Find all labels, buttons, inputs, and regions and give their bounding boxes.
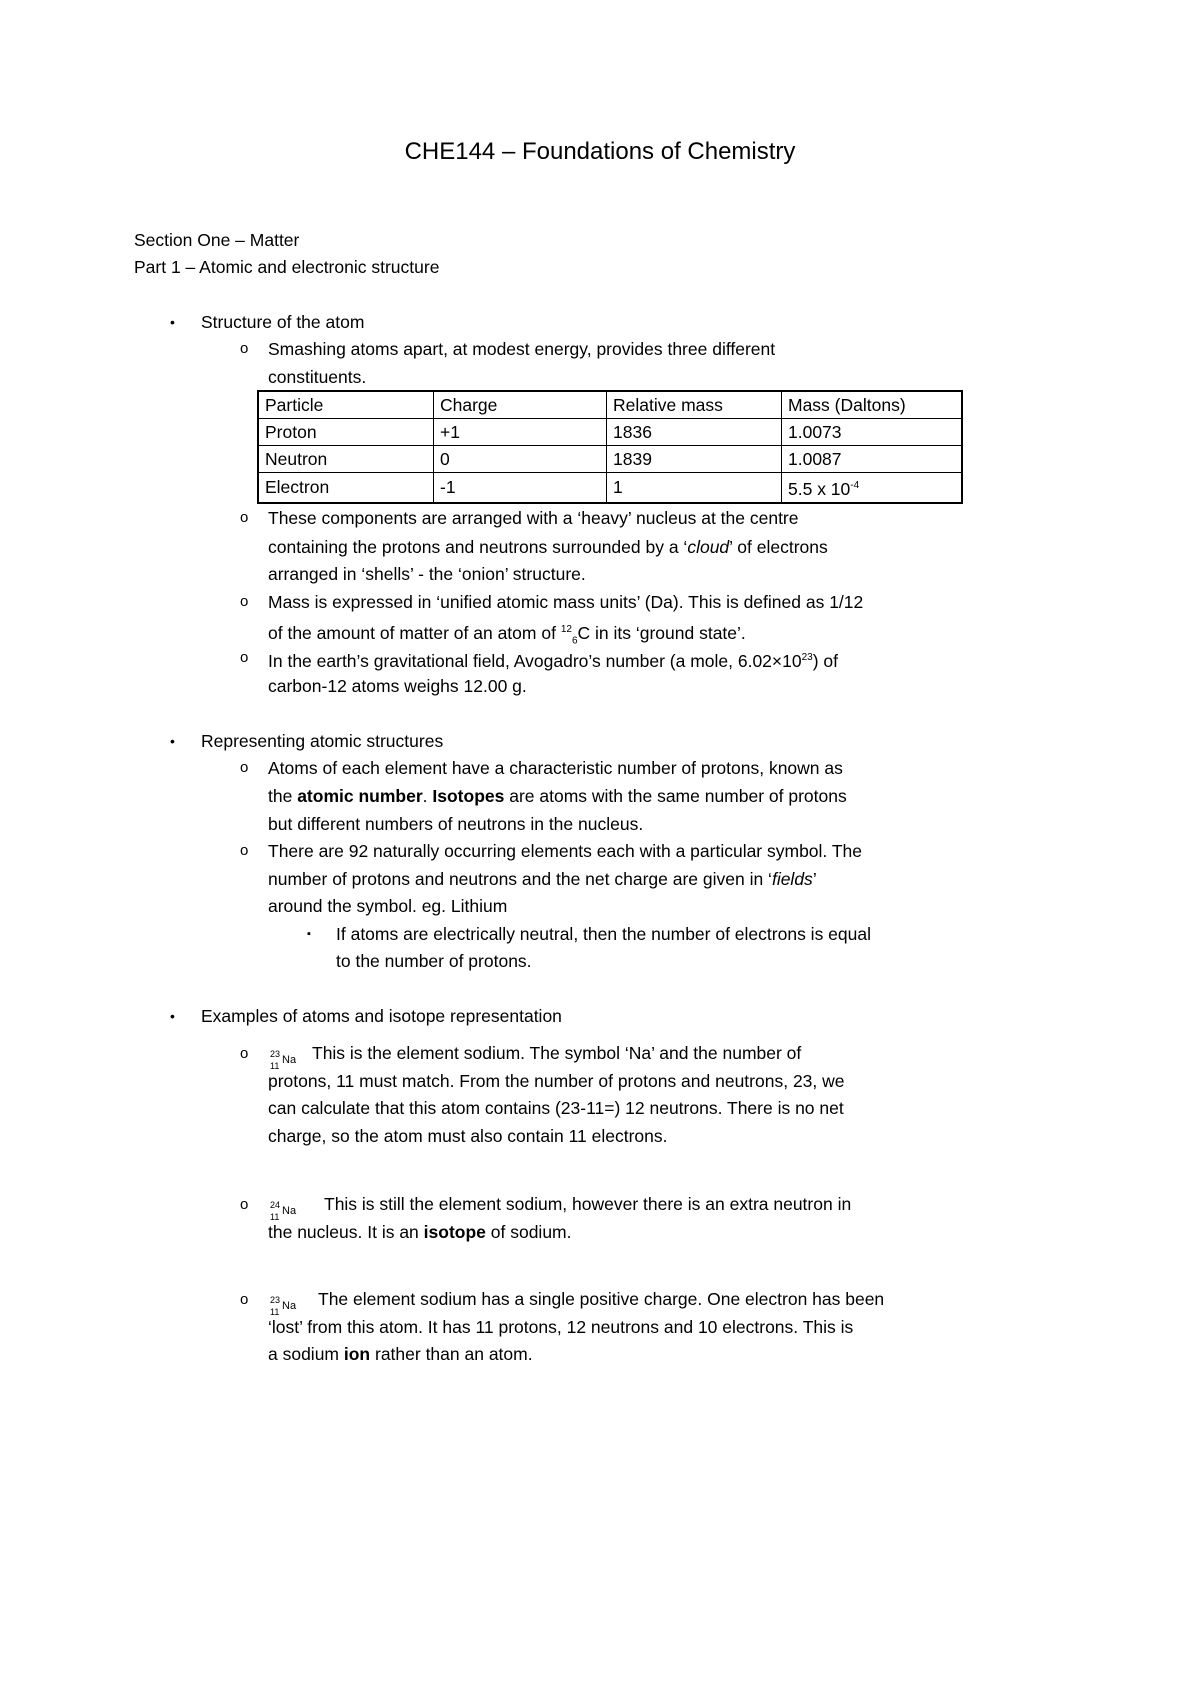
bullet-icon: • [170, 1008, 175, 1024]
text-line: There are 92 naturally occurring elements each with a particular symbol. The [268, 841, 862, 861]
text-line: charge, so the atom must also contain 11 electrons. [268, 1126, 668, 1146]
table-cell: -1 [434, 473, 607, 503]
atomic-number: 6 [571, 635, 578, 647]
table-header-row [258, 391, 962, 419]
text-line: These components are arranged with a ‘heavy’ nucleus at the centre [268, 508, 799, 528]
table-cell: Electron [258, 473, 434, 503]
text: C in its ‘ground state’. [577, 622, 746, 643]
element-symbol: Na [282, 1054, 297, 1067]
text: rather than an atom. [370, 1344, 533, 1364]
atomic-number: 11 [270, 1061, 280, 1072]
text-line: Atoms of each element have a characteristic number of protons, known as [268, 758, 843, 778]
isotope-symbol [268, 1290, 318, 1318]
table-row [258, 446, 962, 473]
table-cell: 0 [434, 446, 607, 473]
table-cell [782, 473, 963, 503]
element-symbol: Na [282, 1205, 297, 1218]
italic-text: fields [771, 869, 813, 889]
circle-bullet-icon: o [240, 1291, 249, 1308]
document-title: CHE144 – Foundations of Chemistry [404, 138, 796, 165]
text: This is still the element sodium, however there is an extra neutron in [324, 1194, 852, 1214]
mass-value: 5.5 x 10 [788, 478, 851, 499]
text-line: If atoms are electrically neutral, then the number of electrons is equal [336, 924, 871, 944]
mass-number: 24 [270, 1200, 281, 1211]
text: . [422, 786, 433, 806]
text: containing the protons and neutrons surrounded by a ‘ [268, 537, 688, 557]
mass-number: 23 [270, 1295, 281, 1306]
text-line [268, 1340, 533, 1368]
bold-term: atomic number [297, 786, 423, 806]
atomic-number: 11 [270, 1212, 280, 1223]
text-line [268, 782, 847, 810]
isotope-symbol [268, 1044, 312, 1072]
text-line [268, 1190, 852, 1223]
text: are atoms with the same number of protons [504, 786, 847, 806]
text: The element sodium has a single positive charge. One electron has been [318, 1289, 885, 1309]
table-cell: Proton [258, 419, 434, 446]
bullet-heading: Examples of atoms and isotope representation [201, 1006, 562, 1026]
text-line: around the symbol. eg. Lithium [268, 896, 508, 916]
table-cell: Neutron [258, 446, 434, 473]
bullet-heading: Representing atomic structures [201, 731, 444, 751]
part-heading: Part 1 – Atomic and electronic structure [134, 257, 440, 277]
mass-number: 12 [560, 624, 572, 635]
table-header: Relative mass [607, 391, 782, 419]
text: a sodium [268, 1344, 344, 1364]
text: of sodium. [485, 1222, 572, 1242]
bold-term: Isotopes [432, 786, 505, 806]
circle-bullet-icon: o [240, 340, 249, 357]
text-line: constituents. [268, 367, 367, 387]
text: ) of [812, 650, 839, 671]
text-line: arranged in ‘shells’ - the ‘onion’ structure. [268, 564, 586, 584]
text-line: to the number of protons. [336, 951, 532, 971]
text: This is the element sodium. The symbol ‘Na’ and the number of [312, 1043, 802, 1063]
section-heading: Section One – Matter [134, 230, 300, 250]
bullet-heading: Structure of the atom [201, 312, 365, 332]
circle-bullet-icon: o [240, 759, 249, 776]
text: of the amount of matter of an atom of [268, 622, 561, 643]
text-line [268, 865, 817, 893]
text-line [268, 1039, 802, 1072]
text-line [268, 1218, 572, 1246]
text-line: Mass is expressed in ‘unified atomic mass units’ (Da). This is defined as 1/12 [268, 592, 864, 612]
bullet-icon: • [170, 314, 175, 330]
text-line: but different numbers of neutrons in the nucleus. [268, 814, 644, 834]
table-cell: 1839 [607, 446, 782, 473]
circle-bullet-icon: o [240, 1196, 249, 1213]
table-cell: 1.0087 [782, 446, 963, 473]
bold-term: ion [343, 1344, 371, 1364]
table-row [258, 419, 962, 446]
circle-bullet-icon: o [240, 649, 249, 666]
text: the [268, 786, 298, 806]
table-header: Particle [258, 391, 434, 419]
circle-bullet-icon: o [240, 842, 249, 859]
text: ’ [812, 869, 817, 889]
table-header: Charge [434, 391, 607, 419]
isotope-symbol [268, 1195, 324, 1223]
exponent: 23 [801, 652, 813, 663]
text-line: Smashing atoms apart, at modest energy, provides three different [268, 339, 776, 359]
italic-text: cloud [687, 537, 730, 557]
table-cell: +1 [434, 419, 607, 446]
text: number of protons and neutrons and the net charge are given in ‘ [268, 869, 772, 889]
text-line: protons, 11 must match. From the number of protons and neutrons, 23, we [268, 1071, 845, 1091]
text-line [268, 533, 828, 561]
circle-bullet-icon: o [240, 1045, 249, 1062]
atomic-number: 11 [270, 1307, 280, 1318]
text-line [268, 1285, 885, 1318]
mass-number: 23 [270, 1049, 281, 1060]
text-line [268, 644, 838, 675]
text-line: can calculate that this atom contains (23-11=) 12 neutrons. There is no net [268, 1098, 844, 1118]
circle-bullet-icon: o [240, 509, 249, 526]
bullet-icon: • [170, 733, 175, 749]
exponent: -4 [850, 480, 860, 491]
table-cell: 1.0073 [782, 419, 963, 446]
table-header: Mass (Daltons) [782, 391, 963, 419]
text-line: ‘lost’ from this atom. It has 11 protons, 12 neutrons and 10 electrons. This is [268, 1317, 854, 1337]
table-cell: 1836 [607, 419, 782, 446]
text-line: carbon-12 atoms weighs 12.00 g. [268, 676, 527, 696]
circle-bullet-icon: o [240, 593, 249, 610]
element-symbol: Na [282, 1300, 297, 1313]
square-bullet-icon: ▪ [307, 928, 311, 940]
text: the nucleus. It is an [268, 1222, 424, 1242]
text: ’ of electrons [729, 537, 828, 557]
table-row [258, 473, 962, 503]
text: In the earth’s gravitational field, Avogadro’s number (a mole, 6.02×10 [268, 650, 802, 671]
particle-table [257, 390, 963, 504]
bold-term: isotope [423, 1222, 486, 1242]
table-cell: 1 [607, 473, 782, 503]
